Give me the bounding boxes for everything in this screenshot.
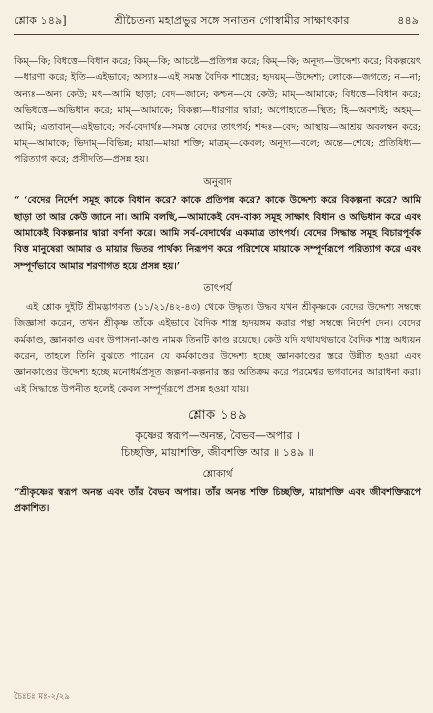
verse-line-1: কৃষ্ণের স্বরূপ—অনন্ত, বৈভব—অপার । (135, 428, 300, 442)
header-rule (14, 34, 419, 35)
verse-translation-heading: শ্লোকার্থ (202, 468, 233, 480)
verse-line-2: চিচ্ছক্তি, মায়াশক্তি, জীবশক্তি আর ॥ ১৪৯ ॥ (121, 445, 314, 459)
verse-number: শ্লোক ১৪৯ (187, 408, 248, 424)
page-number: ৪৪৯ (397, 13, 419, 27)
purport-heading: তাৎপর্য (203, 283, 232, 295)
header-verse-ref: শ্লোক ১৪৯] (14, 13, 67, 27)
purport-text: এই শ্লোক দুইটি শ্রীমদ্ভাগবত (১১/২১/৪২-৪৩) থেকে উদ্ধৃত। উদ্ধব যখন শ্রীকৃষ্ণকে বেদের উদ্দেশ্য সম্বন্ধে জিজ্ঞাসা করেন, তখন শ্রীকৃষ্ণ তাঁকে এইভাবে বৈদিক শাস্ত্র হৃদয়ঙ্গম করার পন্থা সম্বন্ধে নির্দেশ দেন। বেদের কর্মকাণ্ড, জ্ঞানকাণ্ড এবং উপাসনা-কাণ্ড নামক তিনটি কাণ্ড রয়েছে। কেউ যদি যথাযথভাবে বৈদিক শাস্ত্র অধ্যয়ন করেন, তাহলে তিনি বুঝতে পারেন যে কর্মকাণ্ডের উদ্দেশ্য হচ্ছে জ্ঞানকাণ্ডের স্তরে উন্নীত হওয়া এবং জ্ঞানকাণ্ডের উদ্দেশ্য হচ্ছে মনোধর্মপ্রসূত জল্পনা-কল্পনার স্তর অতিক্রম করে পরমেশ্বর ভগবানের আরাধনা করা। এই সিদ্ধান্তে উপনীত হলেই কেবল সম্পূর্ণরূপে প্রসন্ন হওয়া যায়। (14, 301, 421, 395)
page-body (14, 54, 421, 518)
header-title: শ্রীচৈতন্য মহাপ্রভুর সঙ্গে সনাতন গোস্বামীর সাক্ষাৎকার (114, 13, 350, 27)
verse-translation-text: “শ্রীকৃষ্ণের স্বরূপ অনন্ত এবং তাঁর বৈভব অপার। তাঁর অনন্ত শক্তি চিচ্ছক্তি, মায়াশক্তি এবং জীবশক্তিরূপে প্রকাশিত। (14, 486, 421, 515)
translation-text: “ ‘বেদের নির্দেশ সমূহ কাকে বিধান করে? কাকে প্রতিপন্ন করে? কাকে উদ্দেশ্য করে বিকল্পনা করে? আমি ছাড়া তা আর কেউ জানে না। আমি বলছি,—আমাকেই বেদ-বাক্য সমূহ সাক্ষাৎ বিধান ও অভিধান করে এবং আমাকেই বিকল্পনার দ্বারা বর্ণনা করে। আমি সর্ব-বেদার্থের একমাত্র তাৎপর্য। বেদের সিদ্ধান্ত সমূহ বিচারপূর্বক বিত্ত মানুষেরা আমার ও মায়ার ভিতর পার্থক্য নিরূপণ করে পরিশেষে মায়াকে সম্পূর্ণরূপে পরিত্যাগ করে এবং সম্পূর্ণভাবে আমার শরণাগত হয়ে প্রসন্ন হয়।’ (14, 195, 421, 272)
page-header (14, 10, 419, 32)
word-meanings: কিম্—কি; বিধত্তে—বিধান করে; কিম্—কি; আচষ্টে—প্রতিপন্ন করে; কিম্—কি; অনূদ্য—উদ্দেশ্য করে; বিকল্পয়েৎ—ধারণা করে; ইতি—এইভাবে; অস্যাঃ—এই সমস্ত বৈদিক শাস্ত্রের; হৃদয়ম্—উদ্দেশ্য; লোকে—জগতে; ন—না; অন্যঃ—অন্য কেউ; মৎ—আমি ছাড়া; বেদ—জানে; কশ্চন—যে কেউ; মাম্—আমাকে; বিধত্তে—বিধান করে; অভিধত্তে—অভিধান করে; মাম্—আমাকে; বিকল্প্য—ধারণার দ্বারা; অপোহ্যতে—স্থিত; হি—অবশ্যই; অহম্—আমি; এতাবান্—এইভাবে; সর্ব-বেদার্থঃ—সমস্ত বেদের তাৎপর্য; শব্দঃ—বেদ; আস্থায়—আশ্রয় অবলম্বন করে; মাম্—আমাকে; ভিদাম্—বিভিন্ন; মায়া—মায়া শক্তি; মাত্রম্—কেবল; অনূদ্য—বলে; অন্তে—শেষে; প্রতিষিধ্য—পরিত্যাগ করে; প্রসীদতি—প্রসন্ন হয়। (14, 56, 421, 166)
page-footer: চৈঃচঃ মঃ-২/২৯ (14, 692, 70, 702)
translation-heading: অনুবাদ (203, 176, 232, 188)
